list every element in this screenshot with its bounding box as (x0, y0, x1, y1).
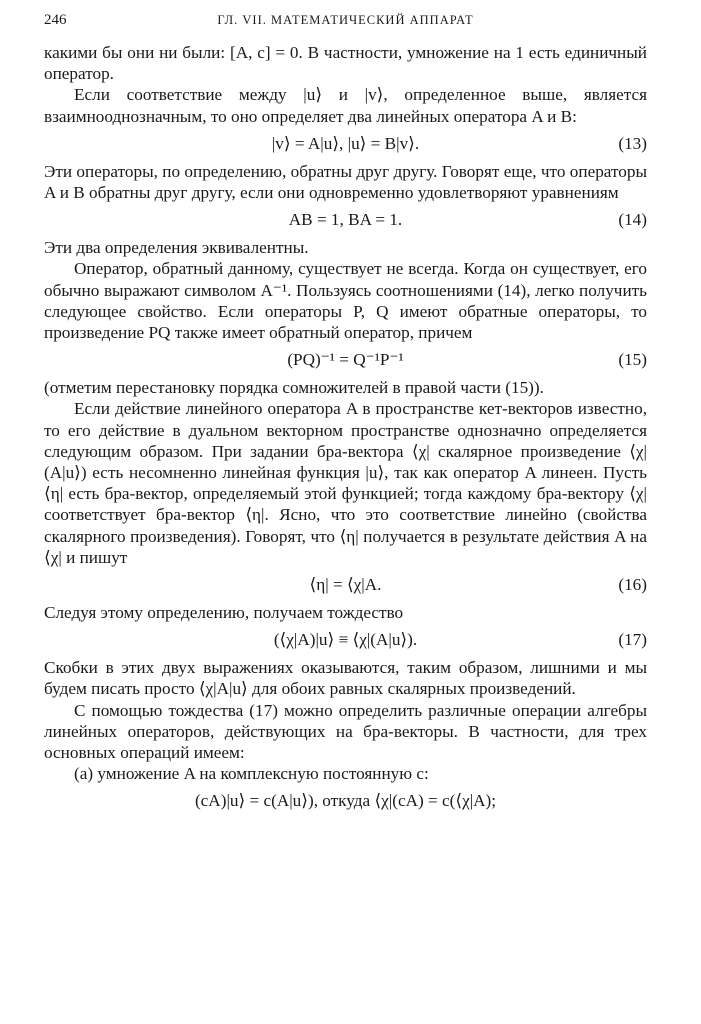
equation (44, 629, 647, 651)
equation (44, 209, 647, 231)
equation (44, 349, 647, 371)
paragraph: Эти два определения эквивалентны. (44, 238, 309, 258)
paragraph: Следуя этому определению, получаем тождество (44, 603, 404, 623)
paragraph: Если действие линейного оператора A в пространстве кет-векторов известно, то его действие в дуальном векторном пространстве однозначно определяется следующим образом. При задании бра-вектора ⟨χ| скалярное произведение ⟨χ|(A|u⟩) есть несомненно линейная функция |u⟩, так как оператор A линеен. Пусть ⟨η| есть бра-вектор, определяемый этой функцией; тогда каждому бра-вектору ⟨χ| соответствует бра-вектор ⟨η|. Ясно, что это соответствие линейно (свойства скалярного произведения). Говорят, что ⟨η| получается в результате действия A на ⟨χ| и пишут (44, 399, 647, 567)
equation-body: (cA)|u⟩ = c(A|u⟩), откуда ⟨χ|(cA) = c(⟨χ|A); (194, 791, 497, 811)
running-header (44, 12, 647, 42)
paragraph: Оператор, обратный данному, существует не всегда. Когда он существует, его обычно выражают символом A⁻¹. Пользуясь соотношениями (14), легко получить следующее свойство. Если операторы P, Q имеют обратные операторы, то произведение PQ также имеет обратный оператор, причем (44, 259, 647, 343)
equation-number: (14) (618, 210, 647, 230)
equation-body: |v⟩ = A|u⟩, |u⟩ = B|v⟩. (271, 133, 420, 153)
equation-body: (PQ)⁻¹ = Q⁻¹P⁻¹ (287, 350, 404, 370)
equation (44, 133, 647, 155)
paragraph: Скобки в этих двух выражениях оказываются, таким образом, лишними и мы будем писать просто ⟨χ|A|u⟩ для обоих равных скалярных произведений. (44, 658, 647, 699)
equation-number: (13) (618, 133, 647, 153)
paragraph: (отметим перестановку порядка сомножителей в правой части (15)). (44, 378, 544, 398)
equation (44, 790, 647, 812)
running-title: ГЛ. VII. МАТЕМАТИЧЕСКИЙ АППАРАТ (217, 13, 474, 27)
equation-number: (16) (618, 575, 647, 595)
paragraph: (a) умножение A на комплексную постоянную c: (74, 764, 429, 784)
page-body (44, 42, 647, 812)
page-number: 246 (44, 12, 67, 28)
equation-body: (⟨χ|A)|u⟩ ≡ ⟨χ|(A|u⟩). (273, 630, 418, 650)
equation-number: (15) (618, 350, 647, 370)
equation (44, 574, 647, 596)
paragraph: Если соответствие между |u⟩ и |v⟩, определенное выше, является взаимнооднозначным, то оно определяет два линейных оператора A и B: (44, 85, 647, 126)
paragraph: какими бы они ни были: [A, c] = 0. В частности, умножение на 1 есть единичный оператор. (44, 43, 647, 84)
paragraph: Эти операторы, по определению, обратны друг другу. Говорят еще, что операторы A и B обратны друг другу, если они одновременно удовлетворяют уравнениям (44, 161, 647, 203)
paragraph: С помощью тождества (17) можно определить различные операции алгебры линейных операторов, действующих на бра-векторы. В частности, для трех основных операций имеем: (44, 700, 647, 763)
equation-body: AB = 1, BA = 1. (288, 210, 403, 230)
equation-number: (17) (618, 630, 647, 650)
equation-body: ⟨η| = ⟨χ|A. (309, 575, 382, 595)
